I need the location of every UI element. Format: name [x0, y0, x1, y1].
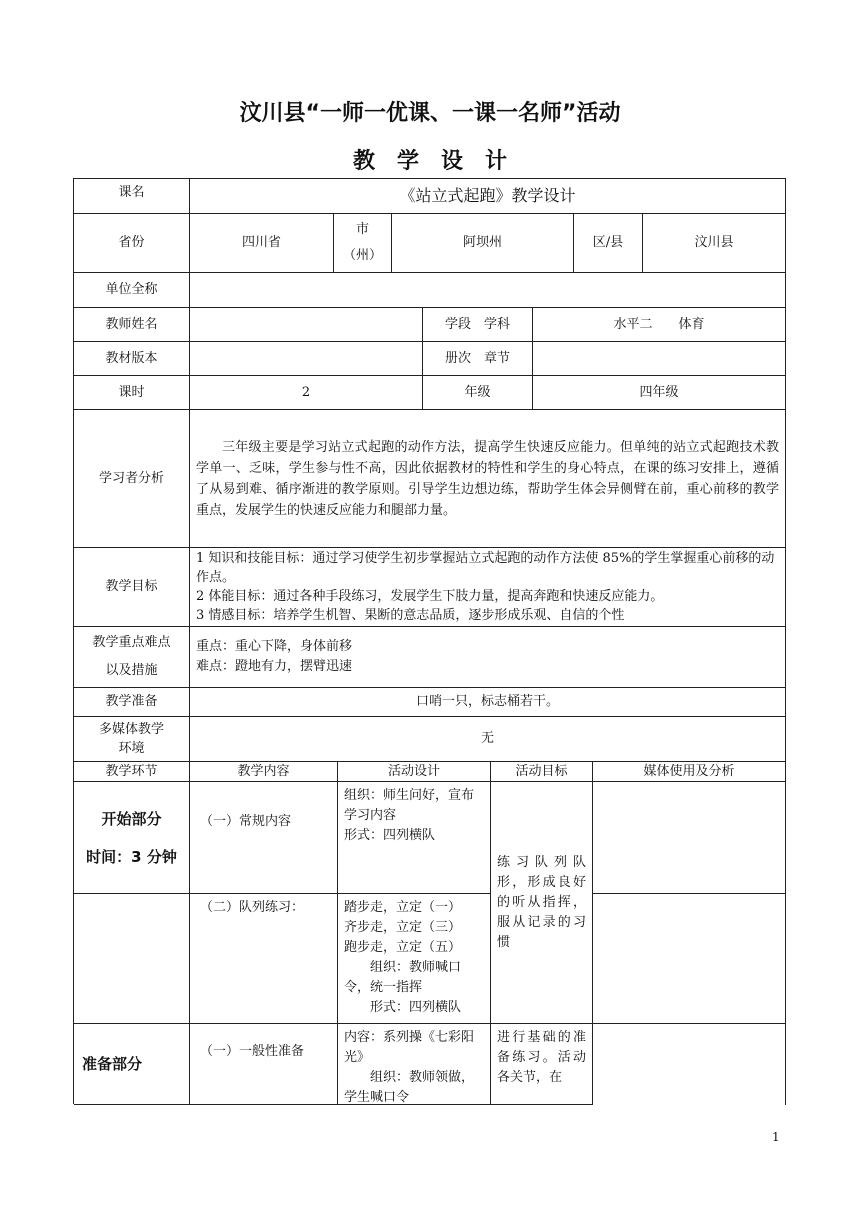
- teacher-value: [190, 308, 423, 342]
- header-stage: 教学环节: [74, 762, 190, 782]
- grade-value: 四年级: [533, 376, 786, 410]
- county-value: 汶川县: [643, 214, 786, 273]
- routine-design: [338, 782, 491, 894]
- analysis-cell: [190, 410, 786, 548]
- media-label-line2: 环境: [118, 741, 145, 756]
- warmup-section-title: 准备部分: [82, 1055, 143, 1073]
- start-section-cell: [74, 782, 190, 894]
- goals-label: 教学目标: [74, 548, 190, 627]
- chapter-value: [533, 342, 786, 376]
- media-label: [74, 717, 190, 762]
- warmup-design: [338, 1024, 491, 1105]
- grade-label: 年级: [423, 376, 533, 410]
- page-number: 1: [772, 1130, 780, 1144]
- warmup-goal: 进行基础的准备练习。活动各关节，在: [491, 1024, 593, 1105]
- warmup-media: [593, 1024, 786, 1105]
- unit-label: 单位全称: [74, 273, 190, 308]
- goal-fitness: 2 体能目标：通过各种手段练习，发展学生下肢力量，提高奔跑和快速反应能力。: [196, 589, 664, 604]
- queue-goal: 练习队列队形，形成良好的听从指挥，服从记录的习惯: [491, 782, 593, 1024]
- drill-step-3: 跑步走，立定（五）: [344, 940, 462, 955]
- key-points-label-line2: 以及措施: [105, 663, 158, 678]
- city-label: [334, 214, 392, 273]
- media-label-line1: 多媒体教学: [98, 722, 164, 737]
- province-value: 四川省: [190, 214, 334, 273]
- analysis-label: 学习者分析: [74, 410, 190, 548]
- teacher-label: 教师姓名: [74, 308, 190, 342]
- routine-media: [593, 782, 786, 894]
- analysis-text: 三年级主要是学习站立式起跑的动作方法，提高学生快速反应能力。但单纯的站立式起跑技术教学单一、乏味，学生参与性不高，因此依据教材的特性和学生的身心特点，在课的练习安排上，遵循了从易到难、循序渐进的教学原则。引导学生边想边练，帮助学生体会异侧臂在前，重心前移的教学重点，发展学生的快速反应能力和腿部力量。: [196, 439, 779, 518]
- routine-content: （一）常规内容: [190, 782, 338, 894]
- drill-form: 形式：四列横队: [370, 1000, 462, 1015]
- chapter-label: 册次 章节: [423, 342, 533, 376]
- stage-label: 学段 学科: [423, 308, 533, 342]
- edition-label: 教材版本: [74, 342, 190, 376]
- drill-organization: 组织：教师喊口令，统一指挥: [344, 960, 462, 995]
- course-value: 《站立式起跑》教学设计: [190, 179, 786, 214]
- header-design: 活动设计: [338, 762, 491, 782]
- hours-value: 2: [190, 376, 423, 410]
- unit-value: [190, 273, 786, 308]
- start-section-title: 开始部分: [101, 809, 162, 828]
- key-points-label: [74, 627, 190, 688]
- drill-design: [338, 894, 491, 1024]
- routine-design-form: 形式：四列横队: [344, 828, 436, 843]
- drill-step-1: 踏步走，立定（一）: [344, 900, 462, 915]
- city-label-line2: （州）: [342, 248, 382, 263]
- drill-stage-cell: [74, 894, 190, 1024]
- routine-design-org: 组织：师生问好，宣布学习内容: [344, 788, 475, 823]
- lesson-plan-table: [73, 178, 786, 1104]
- drill-media: [593, 894, 786, 1024]
- province-label: 省份: [74, 214, 190, 273]
- goal-emotion: 3 情感目标：培养学生机智、果断的意志品质，逐步形成乐观、自信的个性: [196, 608, 625, 623]
- city-label-line1: 市: [355, 222, 369, 237]
- key-points-cell: [190, 627, 786, 688]
- warmup-design-content: 内容：系列操《七彩阳光》: [344, 1030, 475, 1065]
- header-media: 媒体使用及分析: [593, 762, 786, 782]
- warmup-section-cell: [74, 1024, 190, 1105]
- course-label: 课名: [74, 179, 190, 214]
- header-goal: 活动目标: [491, 762, 593, 782]
- prep-value: 口哨一只，标志桶若干。: [190, 688, 786, 717]
- start-section-time: 时间：3 分钟: [86, 847, 177, 866]
- drill-content: （二）队列练习：: [190, 894, 338, 1024]
- goal-knowledge: 1 知识和技能目标：通过学习使学生初步掌握站立式起跑的动作方法使 85%的学生掌握重心前移的动作点。: [196, 551, 775, 585]
- media-value: 无: [190, 717, 786, 762]
- key-point-difficulty: 难点：蹬地有力，摆臂迅速: [196, 659, 353, 674]
- key-point-focus: 重点：重心下降，身体前移: [196, 639, 353, 654]
- city-value: 阿坝州: [392, 214, 574, 273]
- goals-cell: [190, 548, 786, 627]
- header-content: 教学内容: [190, 762, 338, 782]
- edition-value: [190, 342, 423, 376]
- stage-value: 水平二 体育: [533, 308, 786, 342]
- warmup-content: （一）一般性准备: [190, 1024, 338, 1105]
- warmup-design-org: 组织：教师领做，学生喊口令: [344, 1070, 475, 1105]
- drill-step-2: 齐步走，立定（三）: [344, 920, 462, 935]
- document-title: 汶川县“一师一优课、一课一名师”活动: [239, 101, 621, 126]
- prep-label: 教学准备: [74, 688, 190, 717]
- document-subtitle: 教学设计: [352, 149, 529, 174]
- hours-label: 课时: [74, 376, 190, 410]
- county-label: 区/县: [574, 214, 643, 273]
- key-points-label-line1: 教学重点难点: [92, 635, 171, 650]
